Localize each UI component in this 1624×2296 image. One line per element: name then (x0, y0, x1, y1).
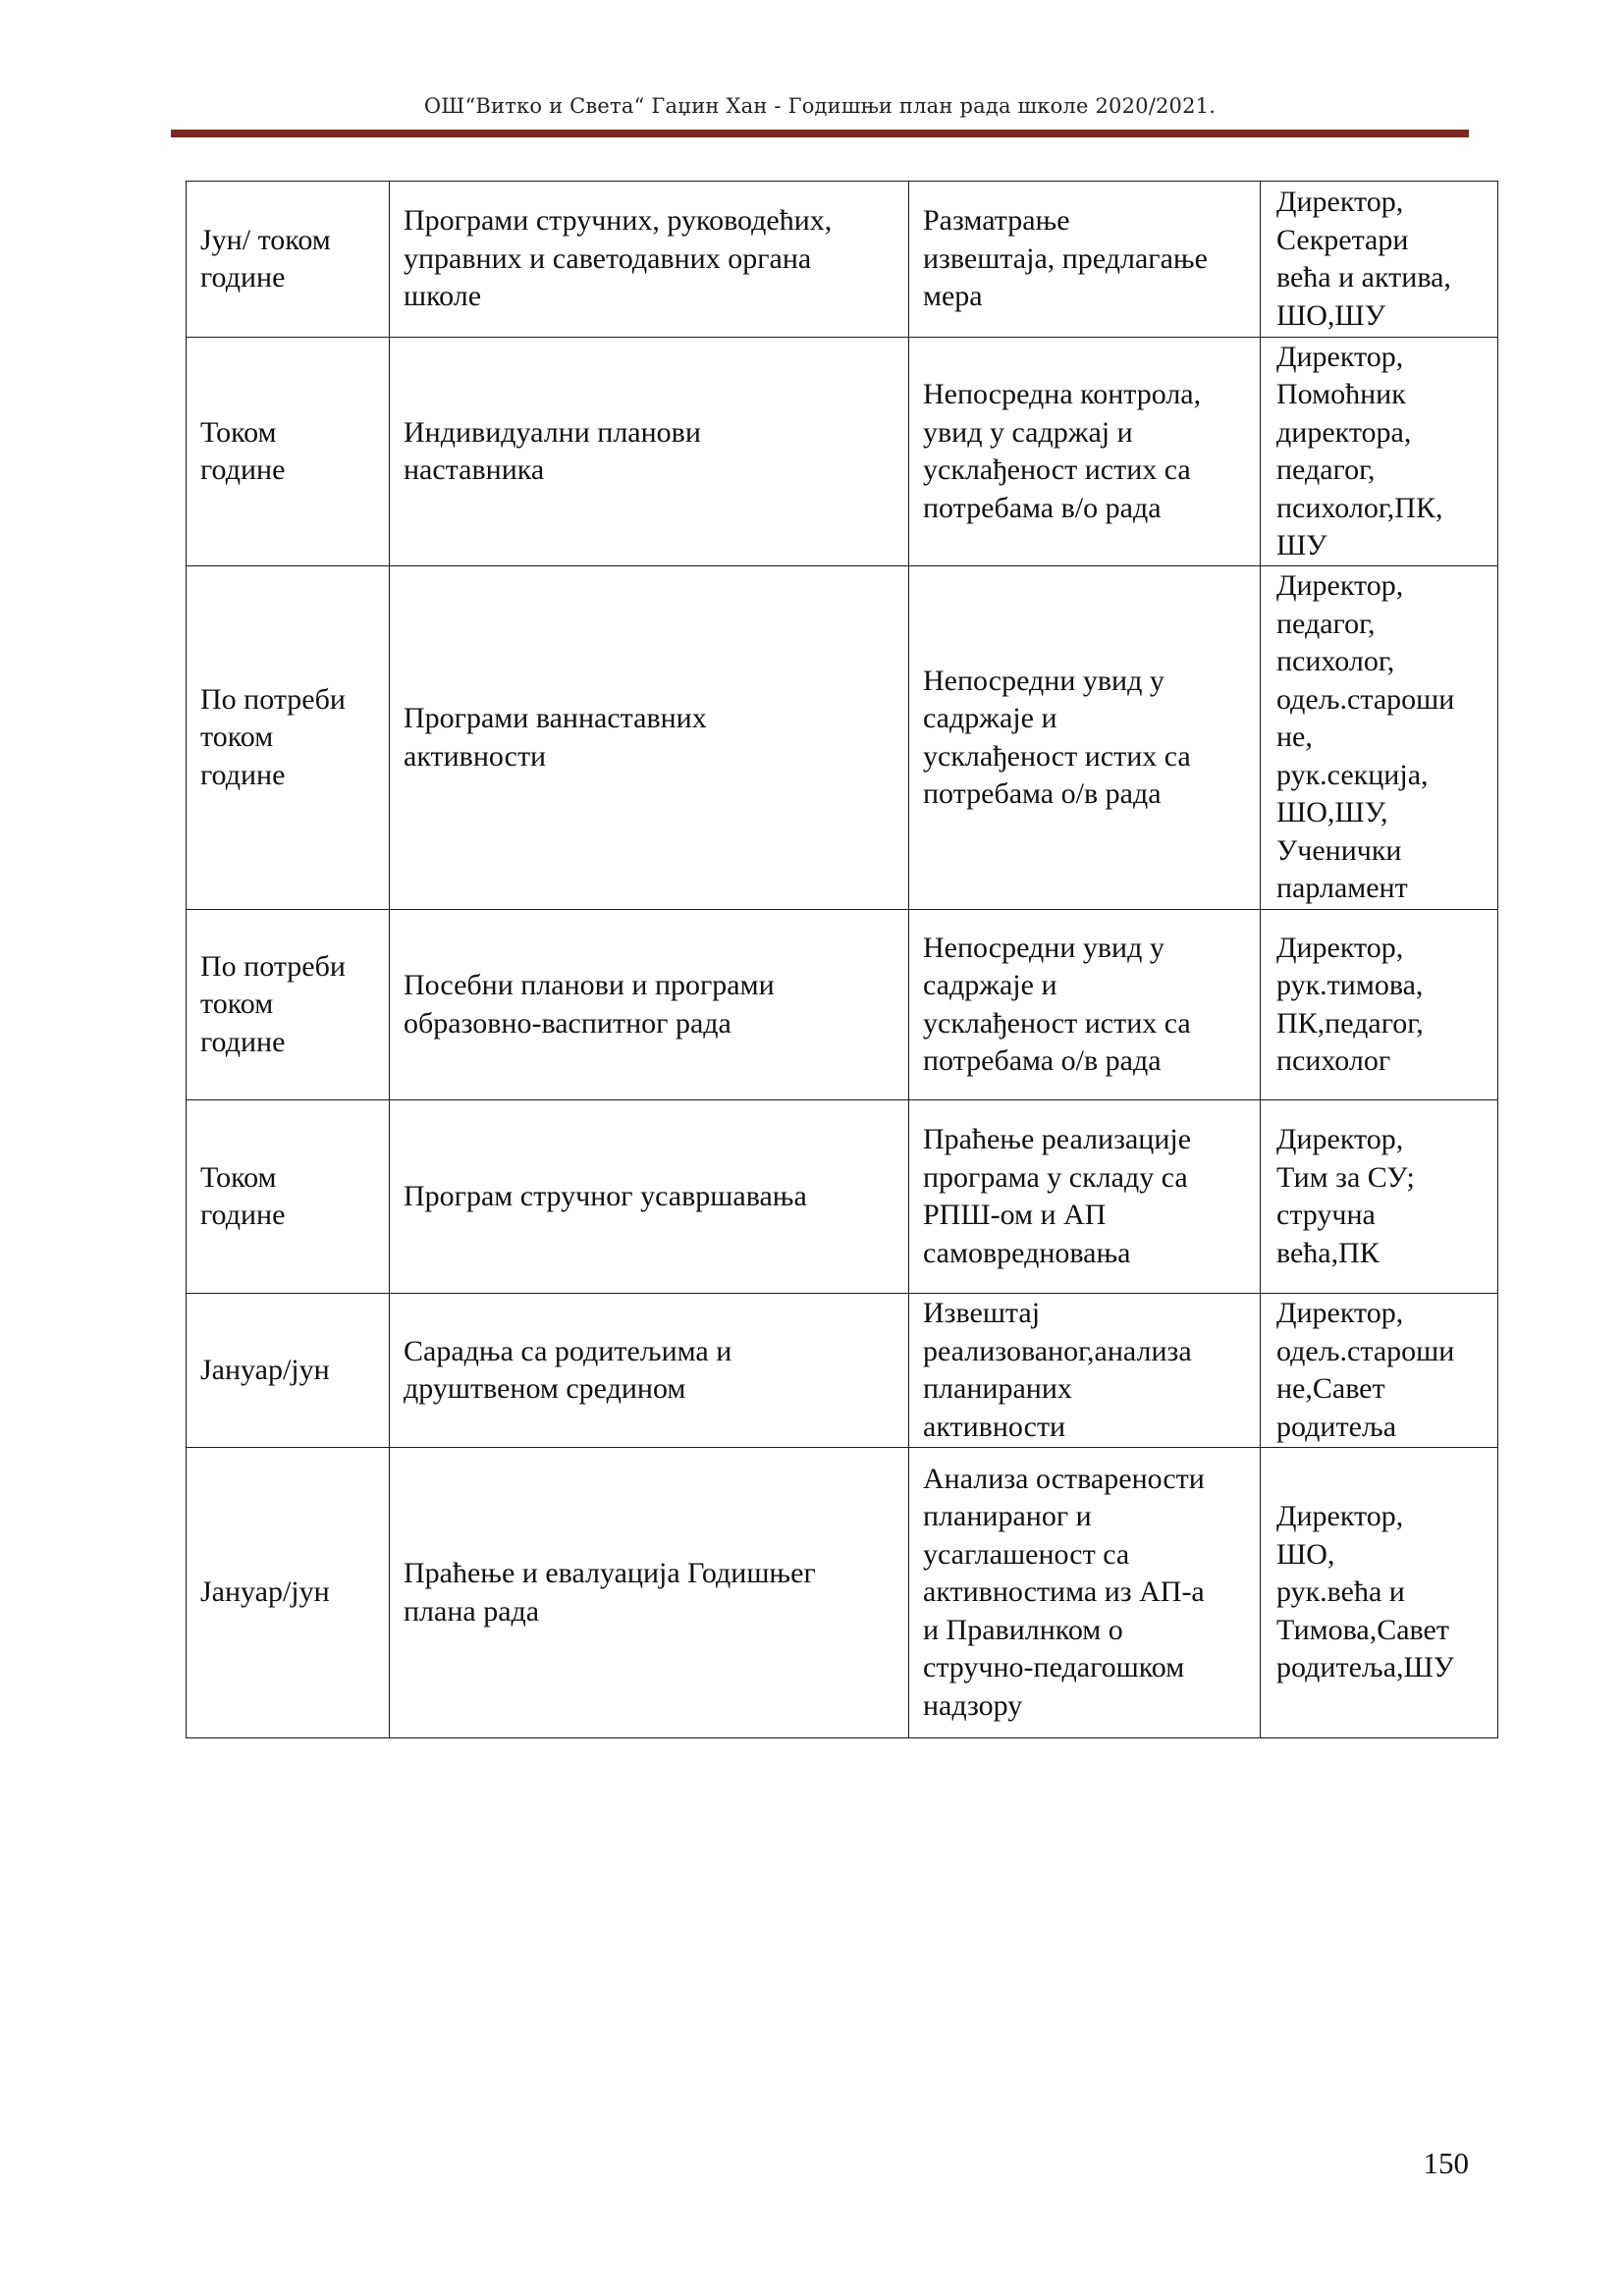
content-text: Сарадња са родитељима и друштвеном средином (404, 1334, 732, 1405)
activity-text: Непосредна контрола, увид у садржај и усклађеност истих са потребама в/о рада (923, 378, 1202, 524)
table-row (187, 182, 1498, 338)
responsible-cell (1261, 182, 1498, 338)
time-text: По потреби током године (200, 949, 346, 1058)
content-text: Праћење и евалуација Годишњег плана рада (404, 1557, 816, 1628)
header-divider (171, 130, 1469, 137)
time-text: Током године (200, 415, 286, 486)
content-cell (390, 1448, 909, 1738)
time-cell (187, 910, 390, 1100)
table-row (187, 910, 1498, 1100)
content-cell (390, 910, 909, 1100)
responsible-text: Директор, ШО, рук.већа и Тимова,Савет родитеља,ШУ (1276, 1500, 1455, 1684)
content-text: Програми ваннаставних активности (404, 702, 707, 773)
content-text: Програми стручних, руководећих, управних и саветодавних органа школе (404, 204, 833, 313)
content-cell (390, 338, 909, 566)
time-cell (187, 182, 390, 338)
content-cell (390, 566, 909, 910)
content-cell (390, 182, 909, 338)
content-cell (390, 1294, 909, 1448)
content-text: Индивидуални планови наставника (404, 415, 701, 486)
table-row (187, 1294, 1498, 1448)
activity-cell (909, 182, 1261, 338)
time-text: Јануар/јун (200, 1353, 330, 1386)
responsible-text: Директор, Секретари већа и актива, ШО,ШУ (1276, 186, 1451, 332)
content-cell (390, 1100, 909, 1294)
page-number: 150 (1423, 2146, 1469, 2180)
content-text: Програм стручног усавршавања (404, 1179, 807, 1212)
time-text: Јун/ током године (200, 223, 331, 294)
time-cell (187, 566, 390, 910)
activity-text: Непосредни увид у садржаје и усклађеност истих са потребама о/в рада (923, 931, 1191, 1077)
time-cell (187, 1448, 390, 1738)
table-row (187, 338, 1498, 566)
responsible-text: Директор, педагог, психолог, одељ.староши не, рук.секција, ШО,ШУ, Ученички парламент (1276, 569, 1455, 905)
responsible-cell (1261, 566, 1498, 910)
time-cell (187, 1100, 390, 1294)
table-row (187, 566, 1498, 910)
time-text: По потреби током године (200, 682, 346, 791)
activity-cell (909, 566, 1261, 910)
activity-cell (909, 910, 1261, 1100)
activity-text: Праћење реализације програма у складу са РПШ-ом и АП самовредновања (923, 1123, 1192, 1269)
time-cell (187, 1294, 390, 1448)
plan-table (186, 181, 1498, 1738)
activity-text: Разматрање извештаја, предлагање мера (923, 204, 1208, 313)
time-text: Јануар/јун (200, 1575, 330, 1609)
responsible-text: Директор, Помоћник директора, педагог, психолог,ПК, ШУ (1276, 340, 1443, 561)
responsible-cell (1261, 1294, 1498, 1448)
time-cell (187, 338, 390, 566)
time-text: Током године (200, 1160, 286, 1231)
responsible-text: Директор, рук.тимова, ПК,педагог, психолог (1276, 931, 1424, 1077)
activity-cell (909, 338, 1261, 566)
activity-cell (909, 1448, 1261, 1738)
responsible-cell (1261, 1100, 1498, 1294)
responsible-cell (1261, 338, 1498, 566)
responsible-text: Директор, одељ.староши не,Савет родитеља (1276, 1297, 1455, 1443)
page-header-title: ОШ“Витко и Света“ Гаџин Хан - Годишњи план рада школе 2020/2021. (423, 94, 1217, 118)
activity-text: Непосредни увид у садржаје и усклађеност истих са потребама о/в рада (923, 664, 1191, 810)
content-text: Посебни планови и програми образовно-васпитног рада (404, 969, 775, 1040)
responsible-cell (1261, 910, 1498, 1100)
activity-cell (909, 1294, 1261, 1448)
responsible-cell (1261, 1448, 1498, 1738)
table-row (187, 1448, 1498, 1738)
responsible-text: Директор, Тим за СУ; стручна већа,ПК (1276, 1123, 1415, 1269)
activity-text: Извештај реализованог,анализа планираних активности (923, 1297, 1192, 1443)
activity-text: Анализа остварености планираног и усаглашеност са активностима из АП-а и Правилнком о стручно-педагошком надзору (923, 1462, 1205, 1722)
activity-cell (909, 1100, 1261, 1294)
table-row (187, 1100, 1498, 1294)
